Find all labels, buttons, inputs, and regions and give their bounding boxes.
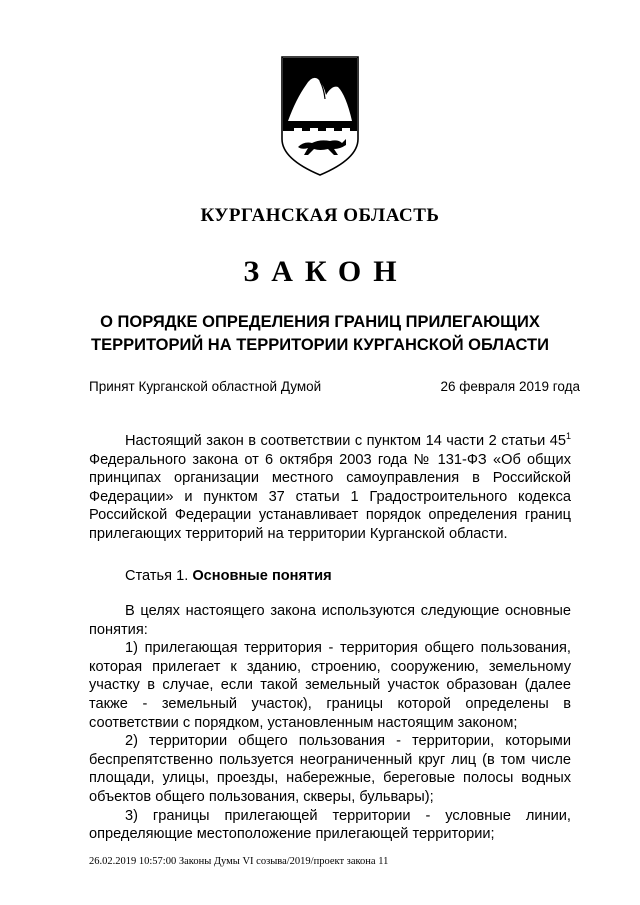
intro-text-part2: Федерального закона от 6 октября 2003 года № 131-ФЗ «Об общих принципах организации местного самоуправления в Российской Федерации» и пунктом 37 статьи 1 Градостроительного кодекса Российской Федерации устанавливает порядок определения границ прилегающих территорий на территории Курганской области.: [89, 451, 571, 542]
law-title: [0, 311, 640, 357]
law-title-line-2: ТЕРРИТОРИЙ НА ТЕРРИТОРИИ КУРГАНСКОЙ ОБЛАСТИ: [91, 336, 549, 354]
definition-item: 1) прилегающая территория - территория общего пользования, которая прилегает к зданию, строению, сооружению, земельному участку в случае, если такой земельный участок образован (далее также - земельный участок), границы которой определены в соответствии с порядком, установленным настоящим законом;: [89, 640, 571, 731]
law-title-line-1: О ПОРЯДКЕ ОПРЕДЕЛЕНИЯ ГРАНИЦ ПРИЛЕГАЮЩИХ: [100, 313, 540, 331]
article-1-heading: [125, 568, 332, 584]
definition-item: 2) территории общего пользования - территории, которыми беспрепятственно пользуется неограниченный круг лиц (в том числе площади, улицы, проезды, набережные, береговые полосы водных объектов общего пользования, скверы, бульвары);: [89, 733, 571, 805]
adoption-date: 26 февраля 2019 года: [440, 379, 580, 394]
definition-item: 3) границы прилегающей территории - условные линии, определяющие местоположение прилегающей территории;: [89, 807, 571, 843]
definitions-intro: В целях настоящего закона используются следующие основные понятия:: [89, 603, 571, 638]
article-1-title: Основные понятия: [192, 568, 332, 584]
intro-paragraph: [89, 432, 571, 544]
coat-of-arms-icon: [280, 55, 360, 179]
coat-of-arms-emblem: [0, 55, 640, 184]
intro-superscript: 1: [565, 431, 571, 442]
definitions-list: [89, 602, 571, 844]
adopted-by: Принят Курганской областной Думой: [89, 379, 322, 394]
region-heading: КУРГАНСКАЯ ОБЛАСТЬ: [200, 205, 440, 226]
document-footer: 26.02.2019 10:57:00 Законы Думы VI созыва/2019/проект закона 11: [89, 856, 389, 867]
intro-text-part1: Настоящий закон в соответствии с пунктом 14 части 2 статьи 45: [125, 433, 566, 449]
document-type-heading: ЗАКОН: [243, 255, 409, 288]
article-1-prefix: Статья 1.: [125, 568, 193, 584]
